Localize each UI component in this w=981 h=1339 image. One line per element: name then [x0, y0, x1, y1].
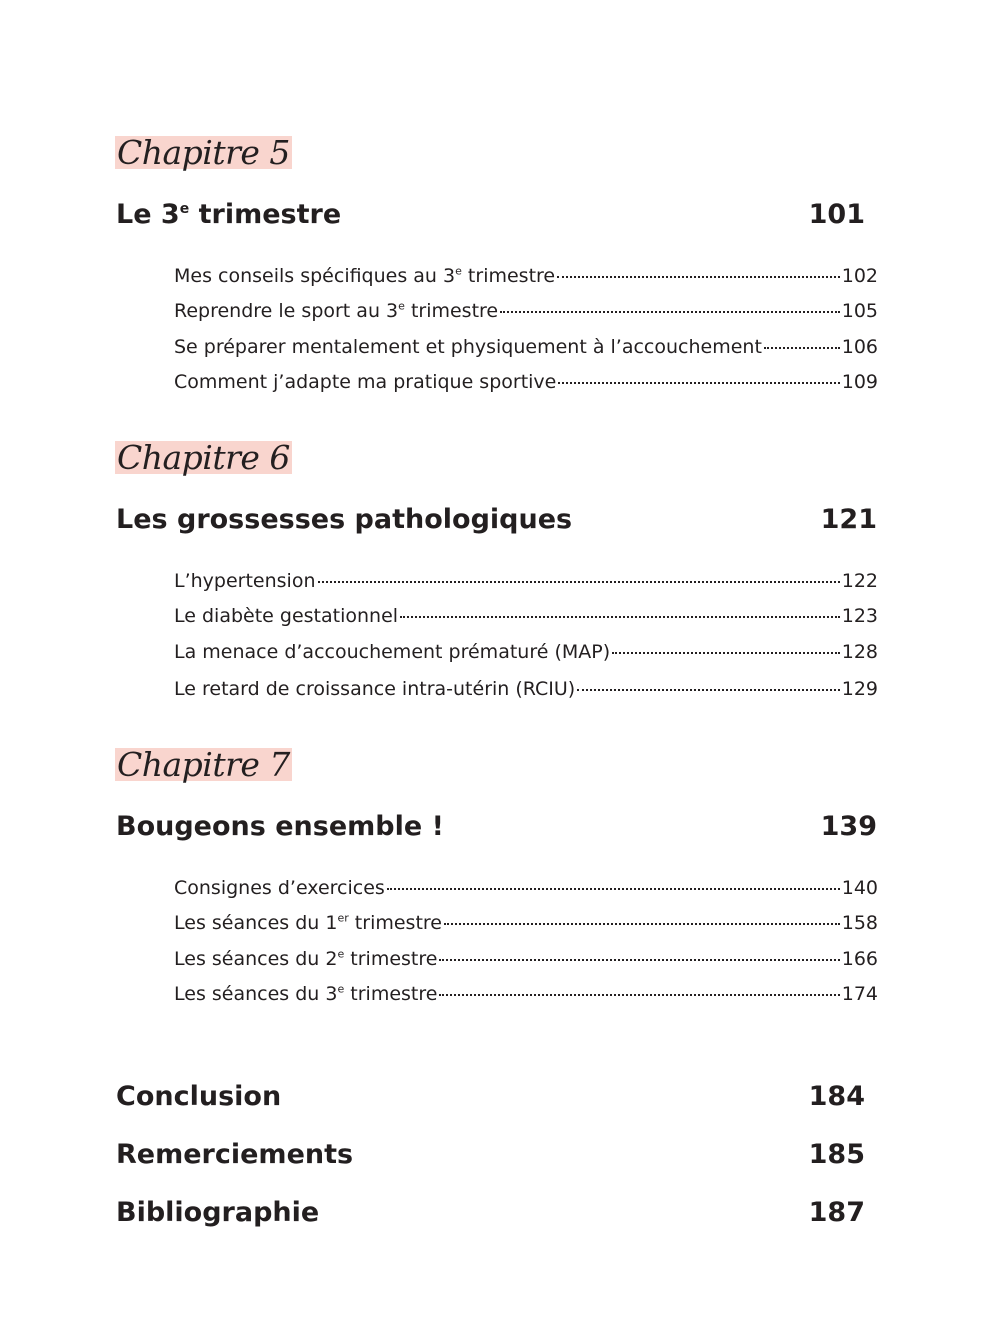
toc-entry-title: Le diabète gestationnel [174, 605, 399, 627]
chapter-5-label: Chapitre 5 [117, 133, 290, 172]
toc-entry-page: 106 [841, 336, 878, 358]
toc-entry-title: Consignes d’exercices [174, 877, 385, 899]
chapter-5-title-sup: e [179, 201, 190, 217]
toc-entry[interactable] [174, 677, 878, 701]
dot-leader [558, 382, 839, 384]
toc-entry[interactable] [174, 982, 878, 1006]
toc-entry-page: 123 [841, 605, 878, 627]
chapter-5-page: 101 [808, 199, 865, 230]
toc-entry-page: 102 [841, 265, 878, 287]
toc-entry-title: La menace d’accouchement prématuré (MAP) [174, 641, 611, 663]
chapter-7-page: 139 [820, 811, 877, 842]
dot-leader [318, 581, 840, 583]
toc-entry-title: Mes conseils spécifiques au 3e trimestre [174, 264, 556, 287]
toc-entry[interactable] [174, 569, 878, 593]
toc-entry-page: 109 [841, 371, 878, 393]
dot-leader [444, 923, 840, 925]
chapter-6-label: Chapitre 6 [117, 438, 290, 477]
toc-entry-title: Le retard de croissance intra-utérin (RCIU) [174, 678, 576, 700]
toc-entry-title: Reprendre le sport au 3e trimestre [174, 299, 499, 322]
toc-entry-page: 140 [841, 877, 878, 899]
toc-entry-title: Se préparer mentalement et physiquement à l’accouchement [174, 336, 762, 358]
toc-entry[interactable] [174, 604, 878, 628]
toc-entry[interactable] [174, 911, 878, 935]
remerciements-title: Remerciements [116, 1139, 354, 1170]
toc-entry-page: 129 [841, 678, 878, 700]
conclusion-title: Conclusion [116, 1081, 282, 1112]
toc-entry-page: 105 [841, 300, 878, 322]
dot-leader [557, 276, 840, 278]
toc-entry[interactable] [174, 264, 878, 288]
bibliographie-title: Bibliographie [116, 1197, 320, 1228]
toc-entry[interactable] [174, 299, 878, 323]
conclusion-page: 184 [808, 1081, 865, 1112]
toc-entry[interactable] [174, 640, 878, 664]
dot-leader [577, 689, 840, 691]
toc-entry[interactable] [174, 335, 878, 359]
chapter-7-title: Bougeons ensemble ! [116, 811, 444, 842]
toc-entry-title: Les séances du 1er trimestre [174, 911, 442, 934]
bibliographie-page: 187 [808, 1197, 865, 1228]
toc-entry-title: L’hypertension [174, 570, 316, 592]
chapter-5-title [116, 201, 341, 228]
toc-entry-title: Les séances du 2e trimestre [174, 947, 438, 970]
toc-entry[interactable] [174, 370, 878, 394]
chapter-5-title-text: Le 3 [116, 199, 180, 230]
dot-leader [400, 616, 840, 618]
toc-entry-title: Les séances du 3e trimestre [174, 982, 438, 1005]
chapter-7-label: Chapitre 7 [117, 745, 290, 784]
dot-leader [439, 959, 839, 961]
toc-entry-page: 122 [841, 570, 878, 592]
toc-entry-page: 166 [841, 948, 878, 970]
remerciements-page: 185 [808, 1139, 865, 1170]
dot-leader [439, 994, 839, 996]
dot-leader [764, 347, 840, 349]
dot-leader [500, 311, 840, 313]
toc-entry-page: 158 [841, 912, 878, 934]
dot-leader [612, 652, 840, 654]
dot-leader [387, 888, 840, 890]
toc-entry[interactable] [174, 876, 878, 900]
toc-entry-page: 174 [841, 983, 878, 1005]
chapter-5-title-text-end: trimestre [189, 199, 342, 230]
toc-entry-page: 128 [841, 641, 878, 663]
toc-entry[interactable] [174, 947, 878, 971]
chapter-6-title: Les grossesses pathologiques [116, 504, 573, 535]
chapter-6-page: 121 [820, 504, 877, 535]
toc-entry-title: Comment j’adapte ma pratique sportive [174, 371, 557, 393]
